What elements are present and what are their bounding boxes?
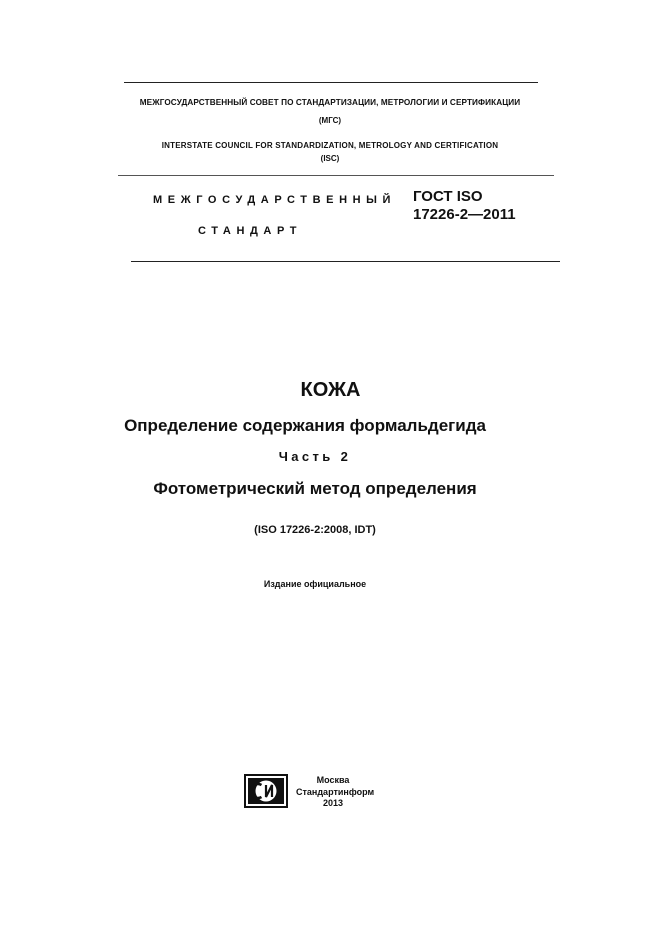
council-name-en: INTERSTATE COUNCIL FOR STANDARDIZATION, METROLOGY AND CERTIFICATION <box>161 141 499 150</box>
document-title: КОЖА <box>300 379 361 401</box>
standard-designation-line1: ГОСТ ISO <box>413 188 483 205</box>
top-rule <box>124 82 538 83</box>
council-abbr-ru: (МГС) <box>318 116 342 125</box>
document-part: Часть 2 <box>278 449 352 464</box>
standard-divider <box>131 261 560 262</box>
publisher-name: Стандартинформ <box>296 786 375 797</box>
document-subtitle: Определение содержания формальдегида <box>124 416 486 435</box>
standard-label-line2: СТАНДАРТ <box>198 225 303 237</box>
publisher-year: 2013 <box>322 798 344 808</box>
publisher-city: Москва <box>316 775 350 785</box>
council-name-ru: МЕЖГОСУДАРСТВЕННЫЙ СОВЕТ ПО СТАНДАРТИЗАЦИИ, МЕТРОЛОГИИ И СЕРТИФИКАЦИИ <box>139 98 521 107</box>
council-abbr-en: (ISC) <box>320 154 340 163</box>
document-method: Фотометрический метод определения <box>153 479 477 498</box>
iso-reference: (ISO 17226-2:2008, IDT) <box>254 524 376 536</box>
publisher-info <box>296 775 375 810</box>
header-divider <box>118 175 554 176</box>
standard-designation-line2: 17226-2—2011 <box>413 206 516 223</box>
standard-label-line1: МЕЖГОСУДАРСТВЕННЫЙ <box>153 194 397 206</box>
edition-note: Издание официальное <box>263 579 367 589</box>
standartinform-logo-icon <box>244 774 288 808</box>
